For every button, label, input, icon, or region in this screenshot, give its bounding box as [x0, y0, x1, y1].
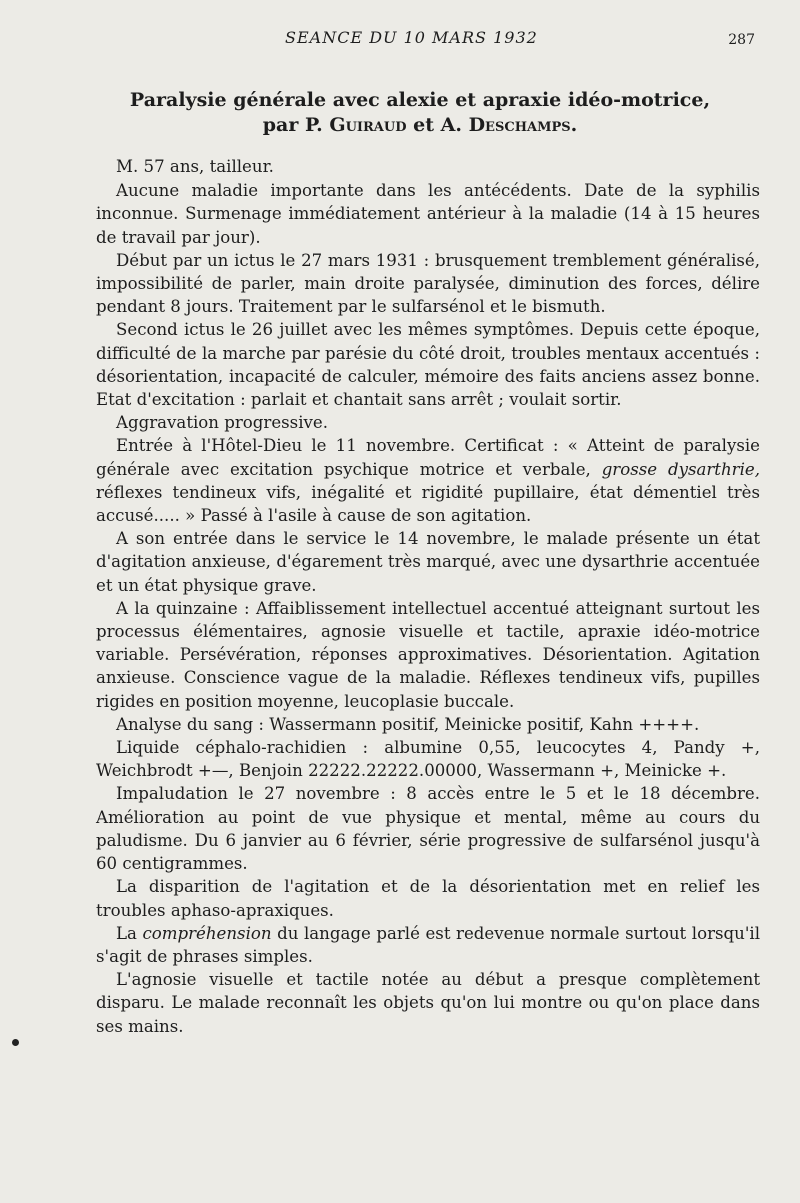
article-body [96, 155, 760, 1038]
title-line-1: Paralysie générale avec alexie et apraxie idéo-motrice, [129, 89, 711, 111]
comprehension-text-post: du langage parlé est redevenue normale surtout lorsqu'il s'agit de phrases simples. [96, 923, 761, 966]
running-title: SEANCE DU 10 MARS 1932 [285, 28, 538, 47]
paragraph-patient: M. 57 ans, tailleur. [116, 157, 274, 176]
paragraph-debut: Début par un ictus le 27 mars 1931 : brusquement tremblement généralisé, impossibilité de parler, main droite paralysée, diminution des forces, délire pendant 8 jours. Traitement par le sulfarsénol et le bismuth. [96, 250, 760, 317]
paragraph-liquide: Liquide céphalo-rachidien : albumine 0,55, leucocytes 4, Pandy +, Weichbrodt +—, Benjoin 22222.22222.00000, Wassermann +, Meinicke +. [96, 738, 760, 781]
margin-dot [12, 1039, 19, 1046]
paragraph-disparition: La disparition de l'agitation et de la désorientation met en relief les troubles aphaso-apraxiques. [96, 877, 760, 920]
comprehension-text-pre: La [116, 923, 143, 943]
paragraph-antecedents: Aucune maladie importante dans les antécédents. Date de la syphilis inconnue. Surmenage immédiatement antérieur à la maladie (14 à 15 heures de travail par jour). [96, 181, 760, 247]
author-deschamps: Deschamps [468, 114, 571, 136]
paragraph-analyse-sang: Analyse du sang : Wassermann positif, Meinicke positif, Kahn ++++. [116, 714, 700, 734]
hotel-text-pre: Entrée à l'Hôtel-Dieu le 11 novembre. Certificat : « Atteint de paralysie générale avec excitation psychique motrice et verbale, [96, 436, 760, 479]
article-title [80, 88, 760, 138]
paragraph-quinzaine: A la quinzaine : Affaiblissement intellectuel accentué atteignant surtout les processus élémentaires, agnosie visuelle et tactile, apraxie idéo-motrice variable. Persévération, réponses approximatives. Désorientation. Agitation anxieuse. Conscience vague de la maladie. Réflexes tendineux vifs, pupilles rigides en position moyenne, leucoplasie buccale. [96, 598, 760, 711]
title-period: . [570, 114, 578, 136]
author-guiraud: Guiraud [329, 114, 407, 136]
page-header [0, 28, 800, 54]
paragraph-second-ictus: Second ictus le 26 juillet avec les mêmes symptômes. Depuis cette époque, difficulté de la marche par parésie du côté droit, troubles mentaux accentués : désorientation, incapacité de calculer, mémoire des faits anciens assez bonne. Etat d'excitation : parlait et chantait sans arrêt ; voulait sortir. [96, 320, 760, 410]
paragraph-entree-service: A son entrée dans le service le 14 novembre, le malade présente un état d'agitation anxieuse, d'égarement très marqué, avec une dysarthrie accentuée et un état physique grave. [96, 529, 760, 595]
paragraph-comprehension [96, 922, 760, 968]
paragraph-aggravation: Aggravation progressive. [116, 413, 328, 433]
hotel-text-italic: grosse dysarthrie, [601, 459, 760, 479]
page-number: 287 [728, 32, 755, 48]
comprehension-text-italic: compréhension [142, 923, 272, 943]
paragraph-hotel-dieu [96, 434, 760, 527]
title-by: par P. [262, 114, 330, 136]
paragraph-impaludation: Impaludation le 27 novembre : 8 accès entre le 5 et le 18 décembre. Amélioration au point de vue physique et mental, même au cours du paludisme. Du 6 janvier au 6 février, série progressive de sulfarsénol jusqu'à 60 centigrammes. [96, 784, 760, 874]
title-line-2 [80, 113, 760, 138]
paragraph-agnosie: L'agnosie visuelle et tactile notée au début a presque complètement disparu. Le malade reconnaît les objets qu'on lui montre ou qu'on place dans ses mains. [96, 970, 760, 1036]
title-and: et A. [406, 114, 469, 136]
hotel-text-post: réflexes tendineux vifs, inégalité et rigidité pupillaire, état démentiel très accusé..... » Passé à l'asile à cause de son agitation. [96, 482, 760, 526]
